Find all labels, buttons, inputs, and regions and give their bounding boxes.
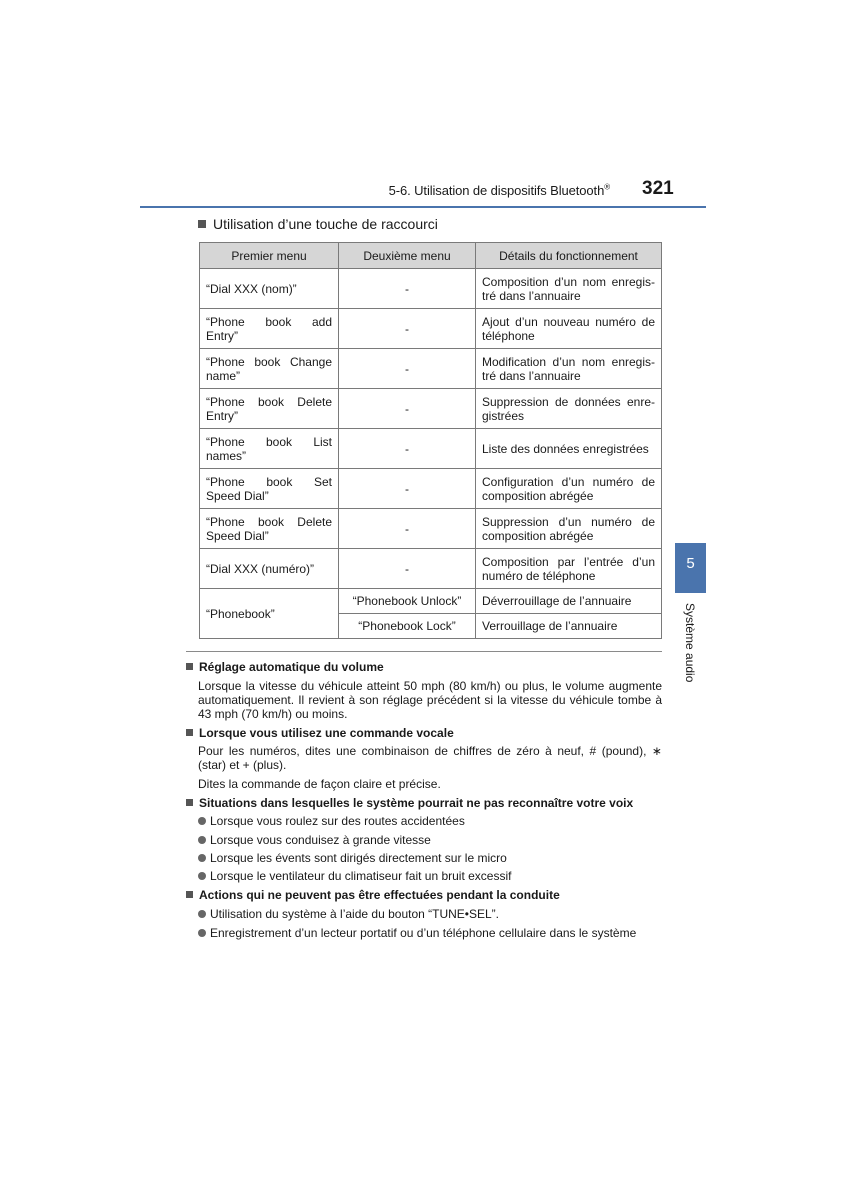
table-cell: “Phonebook Unlock” bbox=[339, 589, 476, 614]
table-row bbox=[200, 269, 662, 309]
shortcut-command-table bbox=[199, 242, 662, 639]
table-cell: Composition d’un nom enregis-tré dans l’annuaire bbox=[476, 269, 662, 309]
table-cell: “Phone book add Entry” bbox=[200, 309, 339, 349]
note-text-volume: Lorsque la vitesse du véhicule atteint 50 mph (80 km/h) ou plus, le volume augmente automatiquement. Il revient à son réglage précédent si la vitesse du véhicule tombe à 43 mph (70 km/h) ou moins. bbox=[198, 679, 662, 721]
table-cell: - bbox=[339, 389, 476, 429]
bullet-icon bbox=[198, 836, 206, 844]
bullet-icon bbox=[198, 854, 206, 862]
note-heading-text: Lorsque vous utilisez une commande vocale bbox=[199, 726, 454, 740]
table-cell: - bbox=[339, 509, 476, 549]
note-heading-text: Situations dans lesquelles le système pourrait ne pas reconnaître votre voix bbox=[199, 796, 634, 810]
table-cell: Verrouillage de l’annuaire bbox=[476, 614, 662, 639]
list-item bbox=[198, 926, 636, 940]
chapter-side-label bbox=[667, 603, 712, 693]
list-item bbox=[198, 814, 465, 828]
list-item bbox=[198, 869, 511, 883]
table-header-row bbox=[200, 243, 662, 269]
table-cell: “Phone book Change name” bbox=[200, 349, 339, 389]
list-item-text: Lorsque vous roulez sur des routes accidentées bbox=[210, 814, 465, 828]
note-heading-voice bbox=[186, 726, 454, 740]
table-cell: Ajout d’un nouveau numéro de téléphone bbox=[476, 309, 662, 349]
table-row bbox=[200, 469, 662, 509]
table-cell: Déverrouillage de l’annuaire bbox=[476, 589, 662, 614]
bullet-icon bbox=[198, 872, 206, 880]
list-item-text: Utilisation du système à l’aide du bouton “TUNE•SEL”. bbox=[210, 907, 500, 921]
note-heading-driving bbox=[186, 888, 560, 902]
table-cell: “Phone book Delete Speed Dial” bbox=[200, 509, 339, 549]
list-item-text: Lorsque vous conduisez à grande vitesse bbox=[210, 833, 431, 847]
header-rule bbox=[140, 206, 706, 208]
chapter-tab-number: 5 bbox=[686, 555, 695, 572]
table-cell: Composition par l’entrée d’un numéro de téléphone bbox=[476, 549, 662, 589]
section-heading bbox=[198, 216, 438, 232]
table-cell: “Dial XXX (nom)” bbox=[200, 269, 339, 309]
table-cell: “Phone book List names” bbox=[200, 429, 339, 469]
square-bullet-icon bbox=[198, 220, 206, 228]
table-row bbox=[200, 349, 662, 389]
table-cell: Liste des données enregistrées bbox=[476, 429, 662, 469]
table-row bbox=[200, 549, 662, 589]
note-heading-text: Réglage automatique du volume bbox=[199, 660, 384, 674]
table-cell: “Phonebook Lock” bbox=[339, 614, 476, 639]
list-item-text: Enregistrement d’un lecteur portatif ou d’un téléphone cellulaire dans le système bbox=[210, 926, 637, 940]
section-heading-text: Utilisation d’une touche de raccourci bbox=[213, 216, 438, 232]
square-bullet-icon bbox=[186, 729, 193, 736]
page-number: 321 bbox=[642, 178, 674, 199]
note-heading-volume bbox=[186, 660, 384, 674]
table-row bbox=[200, 389, 662, 429]
col-header-second-menu: Deuxième menu bbox=[339, 243, 476, 269]
square-bullet-icon bbox=[186, 891, 193, 898]
table-cell: Suppression d’un numéro de composition abrégée bbox=[476, 509, 662, 549]
table-row bbox=[200, 309, 662, 349]
bullet-icon bbox=[198, 929, 206, 937]
square-bullet-icon bbox=[186, 799, 193, 806]
list-item bbox=[198, 851, 507, 865]
table-cell: - bbox=[339, 349, 476, 389]
col-header-first-menu: Premier menu bbox=[200, 243, 339, 269]
note-heading-recognition bbox=[186, 796, 633, 810]
bullet-icon bbox=[198, 817, 206, 825]
table-cell: “Phone book Set Speed Dial” bbox=[200, 469, 339, 509]
table-row bbox=[200, 429, 662, 469]
chapter-title: 5-6. Utilisation de dispositifs Bluetooth bbox=[388, 183, 605, 198]
table-cell-phonebook: “Phonebook” bbox=[200, 589, 339, 639]
running-header bbox=[300, 183, 610, 198]
table-cell: Suppression de données enre-gistrées bbox=[476, 389, 662, 429]
list-item-text: Lorsque les évents sont dirigés directement sur le micro bbox=[210, 851, 507, 865]
chapter-side-label-text: Système audio bbox=[683, 603, 697, 683]
table-row bbox=[200, 509, 662, 549]
registered-mark: ® bbox=[604, 182, 610, 192]
table-cell: - bbox=[339, 269, 476, 309]
table-row bbox=[200, 589, 662, 614]
note-heading-text: Actions qui ne peuvent pas être effectuées pendant la conduite bbox=[199, 888, 560, 902]
table-cell: - bbox=[339, 469, 476, 509]
table-cell: - bbox=[339, 549, 476, 589]
note-text-voice-2: Dites la commande de façon claire et précise. bbox=[198, 777, 441, 791]
note-text-voice-1: Pour les numéros, dites une combinaison de chiffres de zéro à neuf, # (pound), ∗ (star) et + (plus). bbox=[198, 744, 662, 772]
table-cell: Configuration d’un numéro de composition abrégée bbox=[476, 469, 662, 509]
list-item bbox=[198, 833, 431, 847]
table-cell: - bbox=[339, 429, 476, 469]
square-bullet-icon bbox=[186, 663, 193, 670]
col-header-details: Détails du fonctionnement bbox=[476, 243, 662, 269]
table-cell: “Dial XXX (numéro)” bbox=[200, 549, 339, 589]
list-item-text: Lorsque le ventilateur du climatiseur fait un bruit excessif bbox=[210, 869, 512, 883]
table-cell: “Phone book Delete Entry” bbox=[200, 389, 339, 429]
notes-separator bbox=[186, 651, 662, 652]
table-cell: - bbox=[339, 309, 476, 349]
bullet-icon bbox=[198, 910, 206, 918]
table-cell: Modification d’un nom enregis-tré dans l’annuaire bbox=[476, 349, 662, 389]
list-item bbox=[198, 907, 499, 921]
